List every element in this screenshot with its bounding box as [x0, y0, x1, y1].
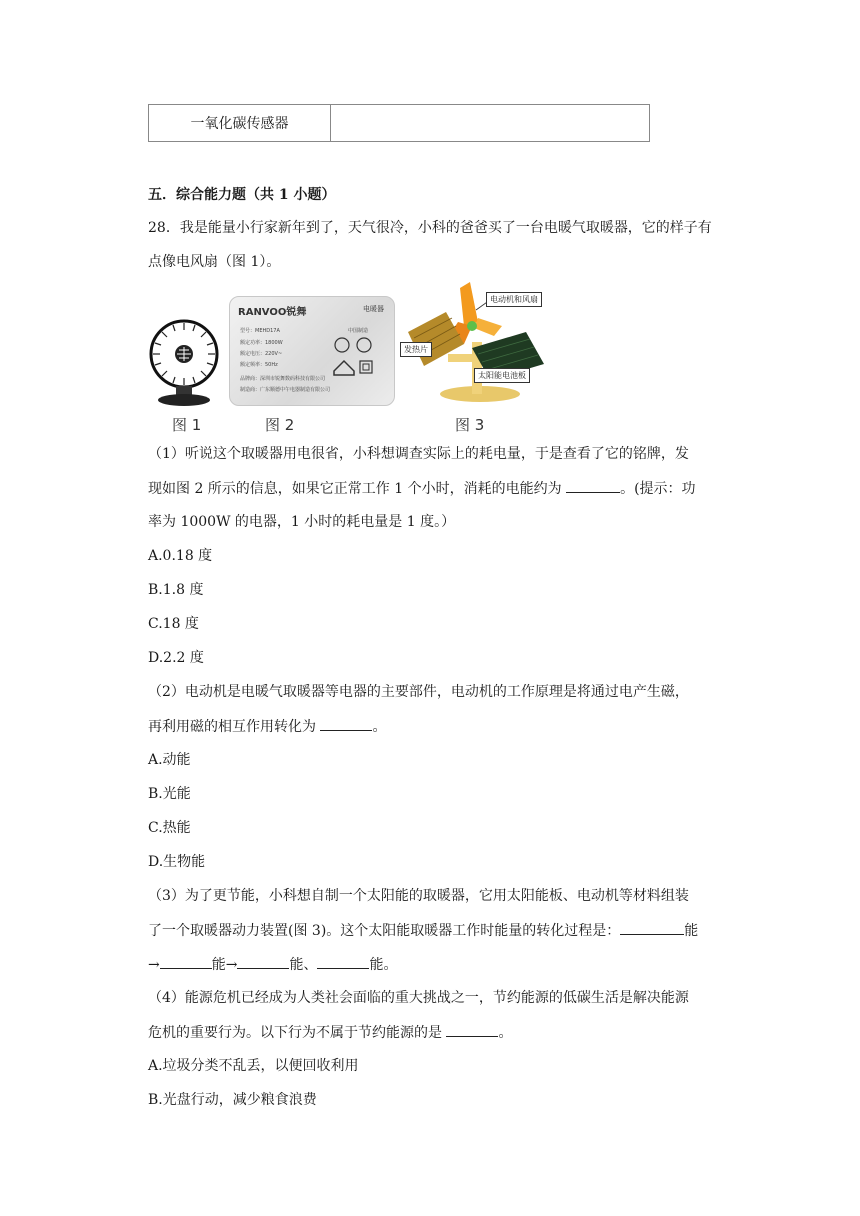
certification-marks-icon — [330, 335, 388, 377]
part2-option-d: D.生物能 — [148, 854, 206, 870]
fig3-label: 图 3 — [455, 416, 485, 434]
question-intro-line1: 28．我是能量小行家新年到了，天气很冷，小科的爸爸买了一台电暖气取暖器，它的样子有 — [148, 220, 712, 236]
part4-option-a: A.垃圾分类不乱丢，以便回收利用 — [148, 1058, 359, 1074]
answer-blank[interactable] — [620, 920, 684, 935]
fig2-brand: RANVOO锐舞 — [238, 307, 307, 318]
answer-blank[interactable] — [160, 954, 212, 969]
fig2-label: 图 2 — [265, 416, 295, 434]
part1-line2-pre: 现如图 2 所示的信息，如果它正常工作 1 个小时，消耗的电能约为 — [148, 481, 567, 497]
part4-line2-pre: 危机的重要行为。以下行为不属于节约能源的是 — [148, 1025, 447, 1041]
fig2-row: 型号：MEHD17A — [240, 328, 280, 334]
fig2-row: 额定功率：1800W — [240, 340, 283, 346]
part1-option-b: B.1.8 度 — [148, 582, 204, 598]
part4-line2 — [148, 1022, 512, 1043]
part1-option-d: D.2.2 度 — [148, 650, 204, 666]
table-cell-label: 一氧化碳传感器 — [149, 105, 331, 142]
part3-line2-pre: 了一个取暖器动力装置(图 3)。这个太阳能取暖器工作时能量的转化过程是： — [148, 923, 621, 939]
text-segment: 能。 — [369, 957, 398, 973]
fig1-heater-image — [146, 314, 226, 414]
arrow-text: → — [148, 957, 160, 973]
part4-option-b: B.光盘行动，减少粮食浪费 — [148, 1092, 317, 1108]
fig1-label: 图 1 — [172, 416, 202, 434]
text-segment: 能→ — [211, 957, 238, 973]
answer-blank[interactable] — [446, 1022, 498, 1037]
answer-blank[interactable] — [320, 716, 372, 731]
fig2-made-in: 中国制造 — [348, 328, 369, 334]
part2-line2-post: 。 — [372, 719, 387, 735]
fig3-motor-label: 电动机和风扇 — [486, 292, 542, 307]
part2-option-a: A.动能 — [148, 752, 191, 768]
part4-line1: （4）能源危机已经成为人类社会面临的重大挑战之一，节约能源的低碳生活是解决能源 — [148, 990, 689, 1006]
table-cell-value — [331, 105, 650, 142]
answer-blank[interactable] — [317, 954, 369, 969]
text-segment: 能、 — [289, 957, 318, 973]
part2-option-b: B.光能 — [148, 786, 191, 802]
part2-line2-pre: 再利用磁的相互作用转化为 — [148, 719, 321, 735]
table-row — [149, 105, 650, 142]
question-intro-line2: 点像电风扇（图 1）。 — [148, 254, 281, 270]
fig2-row: 制造商：广东顺德中午电器制造有限公司 — [240, 387, 331, 393]
fig2-row: 品牌商：深圳市锐舞数码科技有限公司 — [240, 376, 326, 382]
part4-line2-post: 。 — [498, 1025, 513, 1041]
section-title: 五．综合能力题（共 1 小题） — [148, 187, 336, 203]
part2-option-c: C.热能 — [148, 820, 191, 836]
fig2-kind: 电暖器 — [363, 305, 384, 313]
answer-blank[interactable] — [237, 954, 289, 969]
answer-table — [148, 104, 650, 142]
part2-line1: （2）电动机是电暖气取暖器等电器的主要部件，电动机的工作原理是将通过电产生磁， — [148, 684, 689, 700]
fig2-nameplate-image — [229, 296, 395, 406]
part1-option-a: A.0.18 度 — [148, 548, 213, 564]
part1-option-c: C.18 度 — [148, 616, 199, 632]
answer-blank[interactable] — [566, 478, 620, 493]
part3-line3 — [148, 954, 397, 975]
fig3-solar-label: 太阳能电池板 — [474, 368, 530, 383]
fig2-row: 额定频率：50Hz — [240, 362, 278, 368]
part3-line2 — [148, 920, 698, 941]
part1-line3: 率为 1000W 的电器，1 小时的耗电量是 1 度。） — [148, 514, 456, 530]
part1-line2 — [148, 478, 696, 499]
part3-line2-post: 能 — [684, 923, 699, 939]
part1-line1: （1）听说这个取暖器用电很省，小科想调查实际上的耗电量，于是查看了它的铭牌，发 — [148, 446, 689, 462]
part2-line2 — [148, 716, 386, 737]
part3-line1: （3）为了更节能，小科想自制一个太阳能的取暖器，它用太阳能板、电动机等材料组装 — [148, 888, 689, 904]
part1-line2-post: 。(提示：功 — [620, 481, 696, 497]
fig3-heater-label: 发热片 — [400, 342, 432, 357]
fig2-row: 额定电压：220V~ — [240, 351, 283, 357]
